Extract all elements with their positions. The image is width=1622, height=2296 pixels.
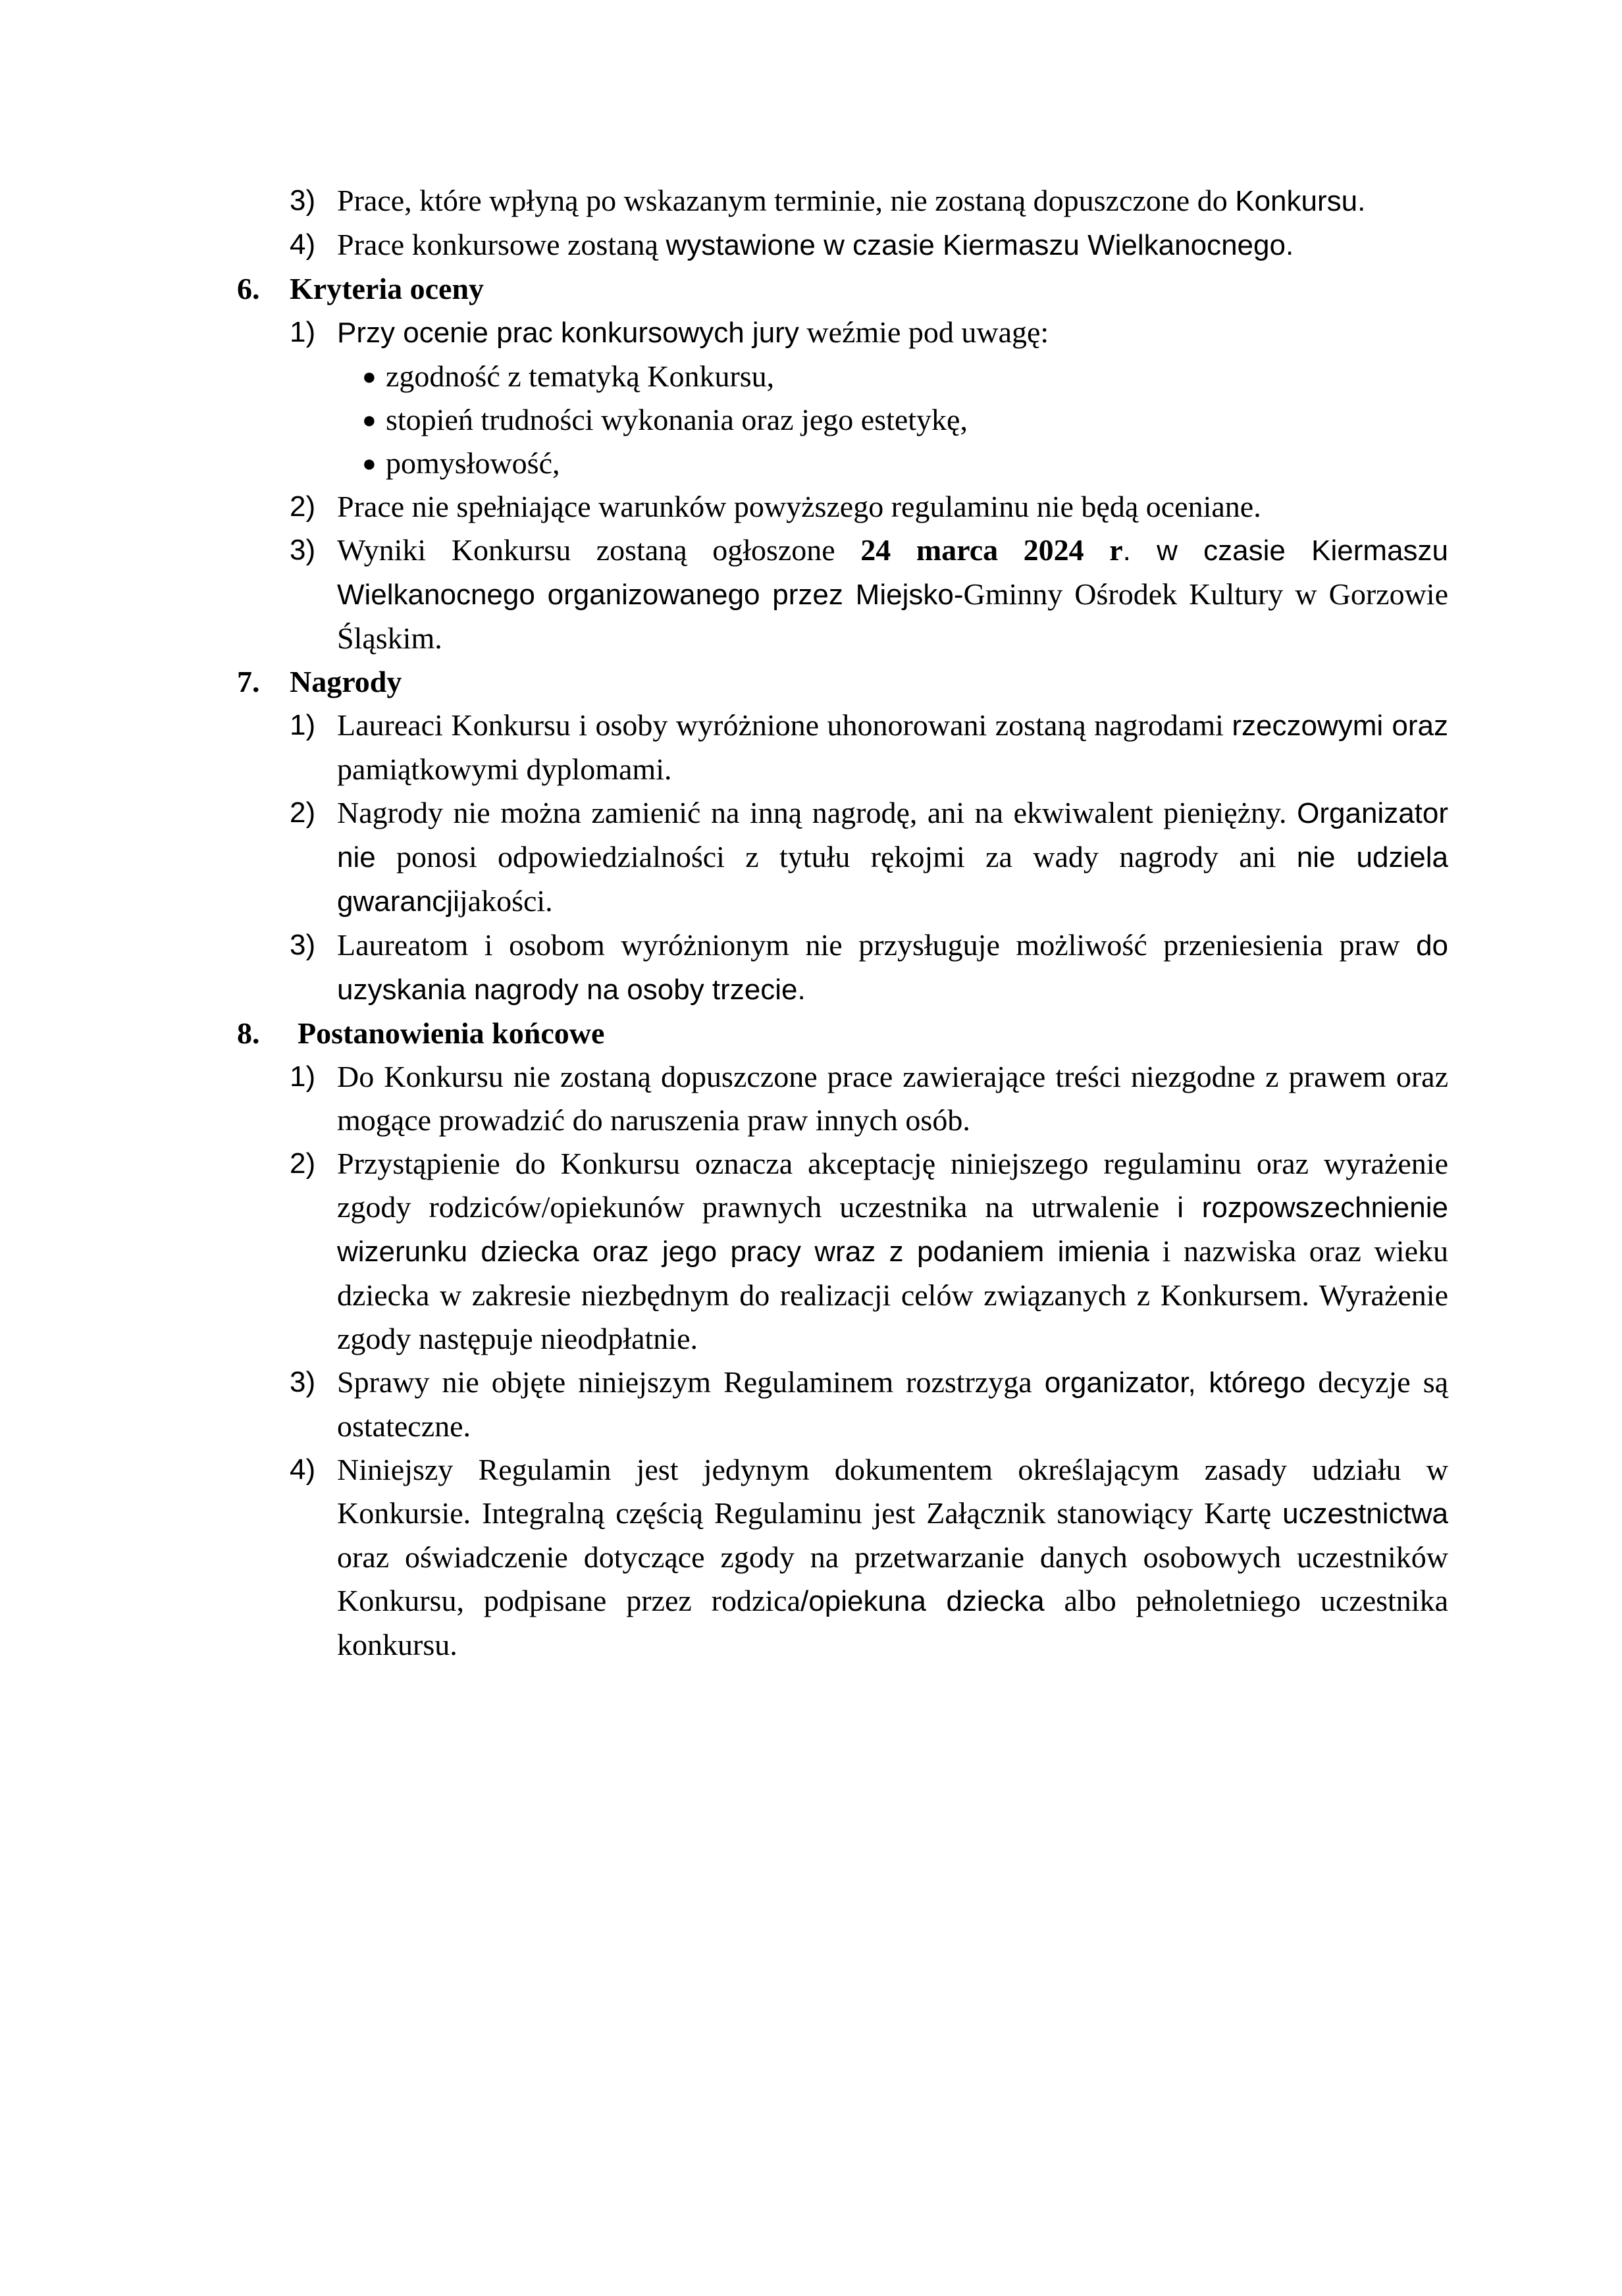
item-number: 3) <box>290 929 316 961</box>
list-item-5-3 <box>237 179 1448 223</box>
item-number: 1) <box>290 316 316 348</box>
list-item-8-3 <box>237 1361 1448 1448</box>
section-number: 6. <box>237 272 260 305</box>
item-text-sans: Przy ocenie prac konkursowych jury <box>337 317 799 349</box>
bullet-item <box>362 355 1448 398</box>
list-item-8-1 <box>237 1055 1448 1142</box>
list-item-7-1 <box>237 704 1448 791</box>
item-text-sans: do uzyskania nagrody na osoby trzecie. <box>337 929 1449 1006</box>
item-number: 1) <box>290 709 316 741</box>
list-item-7-2 <box>237 791 1448 924</box>
list-item-6-2 <box>237 485 1448 529</box>
list-item-8-4 <box>237 1448 1448 1667</box>
list-item-7-3 <box>237 924 1448 1012</box>
item-number: 1) <box>290 1060 316 1093</box>
item-text: Prace nie spełniające warunków powyższego regulaminu nie będą oceniane. <box>337 490 1261 523</box>
section-number: 8. <box>237 1016 260 1050</box>
item-number: 3) <box>290 1366 316 1398</box>
list-item-8-2 <box>237 1142 1448 1361</box>
item-text-sans: Organizator nie <box>337 797 1449 874</box>
item-number: 3) <box>290 534 316 566</box>
item-text: Sprawy nie objęte niniejszym Regulaminem rozstrzyga <box>337 1365 1032 1399</box>
section-heading-7 <box>237 660 1448 704</box>
section-title: Postanowienia końcowe <box>298 1016 605 1050</box>
item-text-sans: uczestnictwa <box>1282 1498 1449 1530</box>
item-text: Przystąpienie do Konkursu oznacza akceptację niniejszego regulaminu oraz wyrażenie zgody rodziców/opiekunów prawnych uczestnika na utrwalenie <box>337 1147 1448 1224</box>
item-number: 2) <box>290 796 316 829</box>
item-text-sans-2: /opiekuna dziecka <box>800 1585 1045 1617</box>
bullet-icon: ● <box>362 363 377 390</box>
item-text-cont: pamiątkowymi dyplomami. <box>337 752 672 786</box>
item-text-end: jakości. <box>459 884 553 918</box>
item-text: weźmie pod uwagę: <box>806 315 1049 349</box>
item-text-cont: ponosi odpowiedzialności z tytułu rękojmi za wady nagrody ani <box>396 840 1276 874</box>
results-date: 24 marca 2024 r <box>860 533 1123 567</box>
bullet-icon: ● <box>362 407 377 433</box>
regulations-body <box>237 179 1448 1667</box>
item-text: Nagrody nie można zamienić na inną nagrodę, ani na ekwiwalent pieniężny. <box>337 796 1287 829</box>
item-number: 4) <box>290 228 316 261</box>
bullet-text: stopień trudności wykonania oraz jego estetykę, <box>386 403 968 436</box>
bullet-item <box>362 442 1448 485</box>
item-text-sans-2: nie udziela gwarancji <box>337 841 1448 918</box>
item-text: Laureatom i osobom wyróżnionym nie przysługuje możliwość przeniesienia praw <box>337 928 1400 962</box>
item-text-cont: Gminny Ośrodek Kultury w Gorzowie Śląskim. <box>337 577 1448 655</box>
bullet-text: pomysłowość, <box>386 446 560 480</box>
item-text-sans: organizator, którego <box>1044 1367 1306 1399</box>
bullet-icon: ● <box>362 450 377 477</box>
item-text-sans: rzeczowymi oraz <box>1232 710 1448 742</box>
bullet-text: zgodność z tematyką Konkursu, <box>386 359 775 393</box>
item-text: Laureaci Konkursu i osoby wyróżnione uhonorowani zostaną nagrodami <box>337 708 1224 742</box>
section-title: Kryteria oceny <box>290 272 484 305</box>
item-number: 4) <box>290 1453 316 1486</box>
item-text: Prace konkursowe zostaną <box>337 228 658 261</box>
list-item-6-3 <box>237 529 1448 660</box>
bullet-item <box>362 398 1448 442</box>
section-title: Nagrody <box>290 665 402 698</box>
item-text: Wyniki Konkursu zostaną ogłoszone <box>337 533 835 567</box>
item-text: Do Konkursu nie zostaną dopuszczone prace zawierające treści niezgodne z prawem oraz mogące prowadzić do naruszenia praw innych osób. <box>337 1060 1448 1137</box>
item-text-sans: . w czasie Kiermaszu Wielkanocnego organizowanego przez Miejsko- <box>337 535 1449 611</box>
item-text: Niniejszy Regulamin jest jedynym dokumentem określającym zasady udziału w Konkursie. Integralną częścią Regulaminu jest Załącznik stanowiący Kartę <box>337 1453 1448 1530</box>
item-text-cont: decyzje są ostateczne. <box>337 1365 1449 1443</box>
item-text-end: albo pełnoletniego uczestnika konkursu. <box>337 1584 1449 1661</box>
section-heading-6 <box>237 267 1448 311</box>
item-number: 2) <box>290 490 316 523</box>
item-text-cont: i nazwiska oraz wieku dziecka w zakresie niezbędnym do realizacji celów związanych z Konkursem. Wyrażenie zgody następuje nieodpłatnie. <box>337 1234 1448 1355</box>
item-text-sans: i rozpowszechnienie wizerunku dziecka oraz jego pracy wraz z podaniem imienia <box>337 1191 1448 1268</box>
criteria-bullet-list <box>237 355 1448 485</box>
list-item-6-1 <box>237 311 1448 355</box>
item-text-cont: oraz oświadczenie dotyczące zgody na przetwarzanie danych osobowych uczestników Konkursu, podpisane przez rodzica <box>337 1540 1448 1617</box>
item-number: 2) <box>290 1147 316 1180</box>
list-item-5-4 <box>237 223 1448 267</box>
item-text-sans: Konkursu. <box>1235 185 1366 217</box>
item-text: Prace, które wpłyną po wskazanym terminie, nie zostaną dopuszczone do <box>337 184 1228 217</box>
item-text-sans: wystawione w czasie Kiermaszu Wielkanocnego. <box>666 229 1294 261</box>
section-number: 7. <box>237 665 260 698</box>
section-heading-8 <box>237 1012 1448 1055</box>
item-number: 3) <box>290 184 316 217</box>
